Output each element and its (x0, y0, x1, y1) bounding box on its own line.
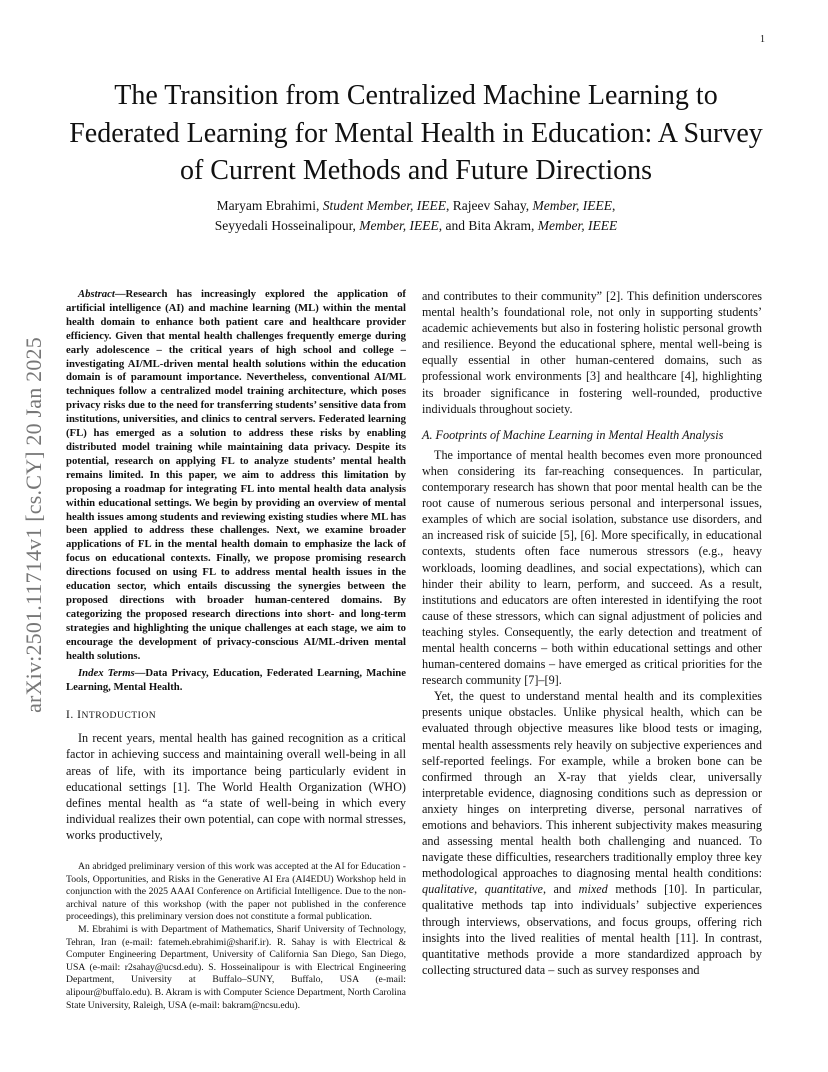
paragraph: Yet, the quest to understand mental health and its complexities presents unique obstacles. Unlike physical health, which can be evaluated through objective measures like blood tests or imaging, mental health assessments rely heavily on subjective experiences and self-reported feelings. For example, while a broken bone can be confirmed through an X-ray that yields clear, universally interpretable evidence, diagnosing conditions such as depression or anxiety hinges on interpreting diverse, personal narratives of emotions and behaviors. This inherent subjectivity makes measuring and assessing mental health both challenging and nuanced. To navigate these difficulties, researchers traditionally employ three key methodological approaches to diagnosing mental health conditions: qualitative, quantitative, and mixed methods [10]. In particular, qualitative methods tap into individuals’ subjective experiences through interviews, observations, and focus groups, offering rich insights into the lived realities of mental health [11]. In contrast, quantitative methods provide a more standardized approach by collecting structured data – such as survey responses and (422, 689, 762, 977)
author-list (66, 196, 766, 236)
author-name: , and Bita Akram, (438, 218, 538, 233)
author-name: Maryam Ebrahimi, (216, 198, 323, 213)
left-column (66, 288, 406, 1012)
index-terms-label: Index Terms (78, 667, 135, 680)
subsection-heading: A. Footprints of Machine Learning in Mental Health Analysis (422, 427, 724, 442)
author-affiliation: Member, IEEE (537, 218, 618, 233)
section-heading-introduction: I. INTRODUCTION (66, 709, 157, 722)
footnote-workshop: An abridged preliminary version of this work was accepted at the AI for Education - Tools, Opportunities, and Risks in the Generative AI Era (AI4EDU) Workshop held in conjunction with the 2025 AAAI Conference on Artificial Intelligence. Due to the non-archival nature of this workshop (with the paper not published in the conference proceedings), this preliminary version does not constitute a formal publication. (66, 861, 406, 923)
author-affiliation: Student Member, IEEE (322, 198, 447, 213)
author-name: Seyyedali Hosseinalipour, (214, 218, 360, 233)
index-terms-text: —Data Privacy, Education, Federated Learning, Machine Learning, Mental Health. (66, 667, 406, 694)
right-column (422, 288, 762, 978)
intro-paragraph: In recent years, mental health has gained recognition as a critical factor in achieving success and maintaining overall well-being in all areas of life, with its importance being particularly evident in educational settings [1]. The World Health Organization (WHO) defines mental health as “a state of well-being in which every individual realizes their own potential, can cope with normal stresses, works productively, (66, 731, 406, 842)
footnotes (66, 861, 406, 1012)
index-terms (66, 667, 406, 695)
abstract-label: Abstract (78, 288, 115, 300)
author-affiliation: Member, IEEE (532, 198, 613, 213)
arxiv-identifier (22, 290, 46, 760)
paragraph: and contributes to their community” [2]. This definition underscores mental health’s foundational role, not only in supporting students’ academic achievements but also in fostering holistic personal growth and resilience. Beyond the educational sphere, mental well-being is equally essential in other human-centered domains, such as professional work environments [3] and healthcare [4], highlighting its broader significance in fostering well-rounded, productive individuals throughout society. (422, 289, 762, 416)
author-name: , Rajeev Sahay, (446, 198, 533, 213)
footnote-affiliations: M. Ebrahimi is with Department of Mathematics, Sharif University of Technology, Tehran, Iran (e-mail: fatemeh.ebrahimi@sharif.ir). R. Sahay is with Electrical & Computer Engineering Department, University of California San Diego, San Diego, USA (e-mail: r2sahay@ucsd.edu). S. Hosseinalipour is with Electrical Engineering Department, University at Buffalo–SUNY, Buffalo, USA (e-mail: alipour@buffalo.edu). B. Akram is with Computer Science Department, North Carolina State University, Raleigh, USA (e-mail: bakram@ncsu.edu). (66, 924, 406, 1011)
abstract-text: —Research has increasingly explored the application of artificial intelligence (AI) and machine learning (ML) within the mental health domain to enhance both patient care and healthcare provider efficiency. Given that mental health challenges frequently emerge during early adolescence – the critical years of high school and college – investigating AI/ML-driven mental health solutions within the education domain is of paramount importance. Nevertheless, conventional AI/ML techniques follow a centralized model training architecture, which poses privacy risks due to the need for transferring students’ sensitive data from institutions, universities, and clinics to central servers. Federated learning (FL) has emerged as a solution to address these risks by enabling distributed model training while maintaining data privacy. Despite its potential, research on applying FL to analyze students’ mental health remains limited. In this paper, we aim to address this limitation by proposing a roadmap for integrating FL into mental health data analysis within educational settings. We begin by providing an overview of mental health issues among students and reviewing existing studies where ML has been applied to address these challenges. Next, we examine broader applications of FL in the mental health domain to emphasize the lack of focus on educational contexts. Finally, we propose promising research directions focused on using FL to address mental health issues in the education sector, which entails discussing the synergies between the proposed directions with broader human-centered domains. By categorizing the proposed research directions into short- and long-term strategies and highlighting the unique challenges at each stage, we aim to encourage the development of privacy-conscious AI/ML-driven mental health solutions. (66, 288, 406, 662)
abstract (66, 288, 406, 663)
author-line-1 (66, 196, 766, 216)
paper-title: The Transition from Centralized Machine Learning to Federated Learning for Mental Health in Education: A Survey of Current Methods and Future Directions (69, 80, 763, 186)
paragraph: The importance of mental health becomes even more pronounced when considering its far-reaching consequences. In particular, contemporary research has shown that poor mental health can be the root cause of numerous serious personal and interpersonal issues, examples of which are social isolation, substance use disorders, and an increased risk of suicide [5], [6]. More specifically, in educational contexts, students often face numerous stressors (e.g., heavy workloads, looming deadlines, and social expectations), which can hinder their ability to learn, perform, and succeed. As a result, institutions and educators are often interested in identifying the root cause of these stressors, which can signal adjustment of policies and teaching styles. Consequently, the early detection and treatment of mental health concerns – both within educational settings and other human-centered domains – have emerged as critical priorities for the research community [7]–[9]. (422, 447, 762, 688)
author-separator: , (612, 198, 616, 213)
arxiv-identifier-text: arXiv:2501.11714v1 [cs.CY] 20 Jan 2025 (21, 337, 47, 713)
author-line-2 (66, 216, 766, 236)
author-affiliation: Member, IEEE (359, 218, 439, 233)
page-number: 1 (760, 34, 765, 45)
